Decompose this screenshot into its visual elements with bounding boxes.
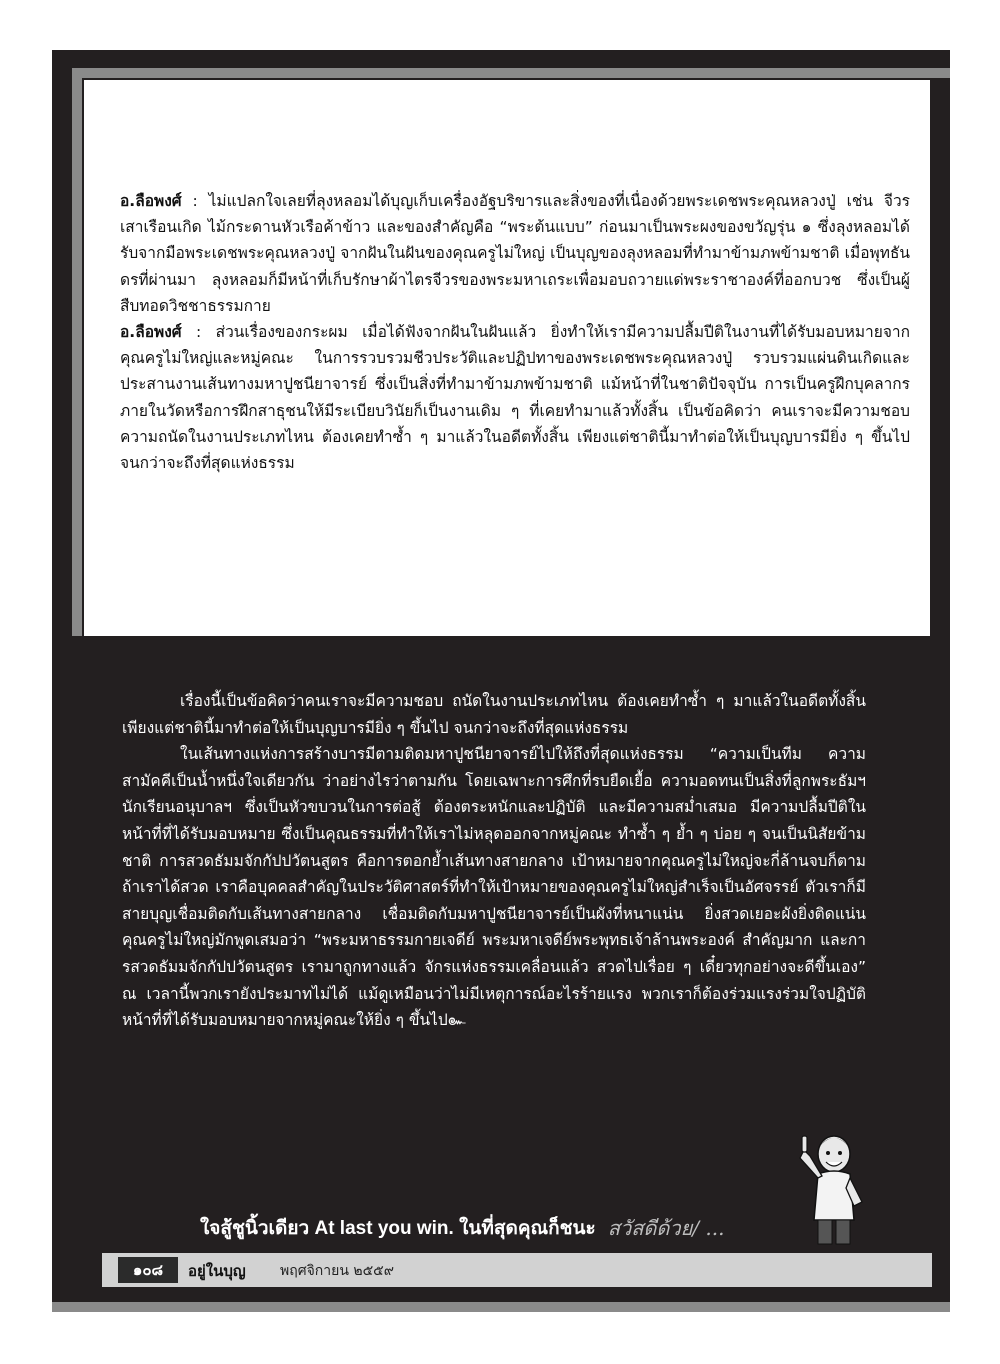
interview-paragraph-1: [120, 188, 910, 319]
interview-answer: : ไม่แปลกใจเลยที่ลุงหลอมได้บุญเก็บเครื่องอัฐบริขารและสิ่งของที่เนื่องด้วยพระเดชพระคุณหลวงปู่ เช่น จีวร เสาเรือนเกิด ไม้กระดานหัวเรือค้าข้าว และของสำคัญคือ “พระต้นแบบ” ก่อนมาเป็นพระผงของขวัญรุ่น ๑ ซึ่งลุงหลอมได้รับจากมือพระเดชพระคุณหลวงปู่ จากฝันในฝันของคุณครูไม่ใหญ่ เป็นบุญของลุงหลอมที่ทำมาข้ามภพข้ามชาติ เมื่อพุทธันดรที่ผ่านมา ลุงหลอมก็มีหน้าที่เก็บรักษาผ้าไตรจีวรของพระมหาเถระเพื่อมอบถวายแด่พระราชาองค์ที่ออกบวช ซึ่งเป็นผู้สืบทอดวิชชาธรรมกาย: [120, 192, 910, 315]
decorative-bar-left: [72, 68, 82, 636]
page-number: ๑๐๘: [118, 1257, 178, 1283]
end-mark: ๛: [447, 1011, 466, 1030]
interview-answer: : ส่วนเรื่องของกระผม เมื่อได้ฟังจากฝันในฝันแล้ว ยิ่งทำให้เรามีความปลื้มปีติในงานที่ได้รับมอบหมายจากคุณครูไม่ใหญ่และหมู่คณะ ในการรวบรวมชีวประวัติและปฏิปทาของพระเดชพระคุณหลวงปู่ รวบรวมแผ่นดินเกิดและประสานงานเส้นทางมหาปูชนียาจารย์ ซึ่งเป็นสิ่งที่ทำมาข้ามภพข้ามชาติ แม้หน้าที่ในชาติปัจจุบัน การเป็นครูฝึกบุคลากรภายในวัดหรือการฝึกสาธุชนให้มีระเบียบวินัยก็เป็นงานเดิม ๆ ที่เคยทำมาแล้วทั้งสิ้น เป็นข้อคิดว่า คนเราจะมีความชอบ ความถนัดในงานประเภทไหน ต้องเคยทำซ้ำ ๆ มาแล้วในอดีตทั้งสิ้น เพียงแต่ชาตินี้มาทำต่อให้เป็นบุญบารมียิ่ง ๆ ขึ้นไปจนกว่าจะถึงที่สุดแห่งธรรม: [120, 323, 910, 473]
body-paragraph-1: เรื่องนี้เป็นข้อคิดว่าคนเราจะมีความชอบ ถนัดในงานประเภทไหน ต้องเคยทำซ้ำ ๆ มาแล้วในอดีตทั้งสิ้น เพียงแต่ชาตินี้มาทำต่อให้เป็นบุญบารมียิ่ง ๆ ขึ้นไป จนกว่าจะถึงที่สุดแห่งธรรม: [122, 692, 866, 737]
decorative-bar-top: [72, 68, 950, 78]
slogan: ใจสู้ชูนิ้วเดียว At last you win. ในที่สุดคุณก็ชนะ: [200, 1218, 596, 1239]
cartoon-man-thumbs-up-icon: [792, 1128, 874, 1248]
magazine-issue: พฤศจิกายน ๒๕๕๙: [280, 1263, 395, 1279]
interview-box: [84, 80, 930, 636]
slogan-row: [200, 1208, 725, 1248]
interview-text: [120, 188, 910, 476]
signature: สวัสดีด้วย/ ...: [607, 1216, 725, 1240]
interview-paragraph-2: [120, 319, 910, 476]
body-paragraph-2-text: ในเส้นทางแห่งการสร้างบารมีตามติดมหาปูชนียาจารย์ไปให้ถึงที่สุดแห่งธรรม “ความเป็นทีม ความสามัคคีเป็นน้ำหนึ่งใจเดียวกัน ว่าอย่างไรว่าตามกัน โดยเฉพาะการศึกที่รบยืดเยื้อ ความอดทนเป็นสิ่งที่ลูกพระธัมฯ นักเรียนอนุบาลฯ ซึ่งเป็นหัวขบวนในการต่อสู้ ต้องตระหนักและปฏิบัติ และมีความสม่ำเสมอ มีความปลื้มปีติในหน้าที่ที่ได้รับมอบหมาย ซึ่งเป็นคุณธรรมที่ทำให้เราไม่หลุดออกจากหมู่คณะ ทำซ้ำ ๆ ย้ำ ๆ บ่อย ๆ จนเป็นนิสัยข้ามชาติ การสวดธัมมจักกัปปวัตนสูตร คือการตอกย้ำเส้นทางสายกลาง เป้าหมายจากคุณครูไม่ใหญ่จะกี่ล้านจบก็ตาม ถ้าเราได้สวด เราคือบุคคลสำคัญในประวัติศาสตร์ที่ทำให้เป้าหมายของคุณครูไม่ใหญ่สำเร็จเป็นอัศจรรย์ ตัวเราก็มีสายบุญเชื่อมติดกับเส้นทางสายกลาง เชื่อมติดกับมหาปูชนียาจารย์เป็นผังที่หนาแน่น ยิ่งสวดเยอะผังยิ่งติดแน่น คุณครูไม่ใหญ่มักพูดเสมอว่า “พระมหาธรรมกายเจดีย์ พระมหาเจดีย์พระพุทธเจ้าล้านพระองค์ สำคัญมาก และการสวดธัมมจักกัปปวัตนสูตร เรามาถูกทางแล้ว จักรแห่งธรรมเคลื่อนแล้ว สวดไปเรื่อย ๆ เดี๋ยวทุกอย่างจะดีขึ้นเอง” ณ เวลานี้พวกเรายังประมาทไม่ได้ แม้ดูเหมือนว่าไม่มีเหตุการณ์อะไรร้ายแรง พวกเราก็ต้องร่วมแรงร่วมใจปฏิบัติหน้าที่ที่ได้รับมอบหมายจากหมู่คณะให้ยิ่ง ๆ ขึ้นไป: [122, 745, 866, 1030]
speaker-name: อ.ลือพงศ์: [120, 323, 182, 342]
article-body: [122, 688, 866, 1034]
decorative-bar-bottom: [52, 1302, 950, 1312]
body-paragraph-2: [122, 741, 866, 1034]
magazine-title: อยู่ในบุญ: [188, 1262, 246, 1280]
footer-bar: [102, 1253, 932, 1287]
speaker-name: อ.ลือพงศ์: [120, 192, 182, 210]
